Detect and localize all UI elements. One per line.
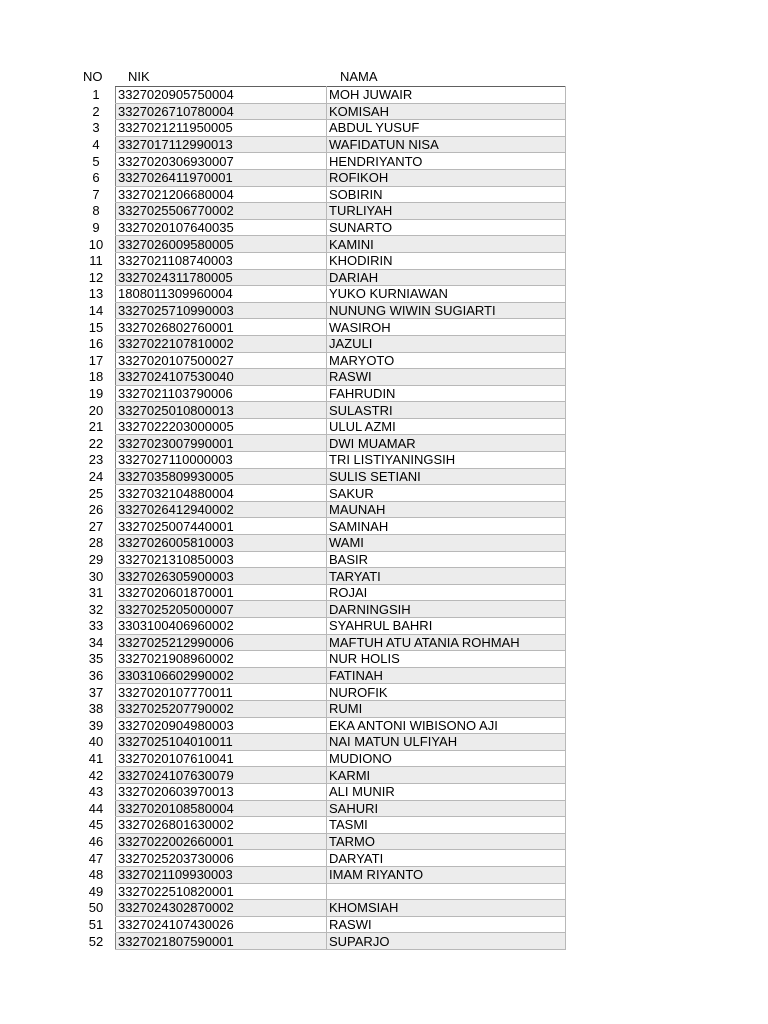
- row-nama: SULIS SETIANI: [327, 468, 566, 485]
- table-row: [83, 120, 566, 137]
- row-nik: 3327026411970001: [116, 169, 327, 186]
- row-no: 46: [88, 834, 104, 850]
- row-nama: WAFIDATUN NISA: [327, 136, 566, 153]
- table-row: [83, 153, 566, 170]
- row-nama: MUDIONO: [327, 750, 566, 767]
- row-no: 26: [88, 502, 104, 518]
- table-row: [83, 335, 566, 352]
- table-row: [83, 850, 566, 867]
- table-row: [83, 634, 566, 651]
- row-nama: KAMINI: [327, 236, 566, 253]
- row-nama: FAHRUDIN: [327, 385, 566, 402]
- row-nama: DWI MUAMAR: [327, 435, 566, 452]
- row-nik: 3327022203000005: [116, 418, 327, 435]
- row-nik: 3327025203730006: [116, 850, 327, 867]
- row-nik: 3327020904980003: [116, 717, 327, 734]
- table-row: [83, 717, 566, 734]
- table-row: [83, 618, 566, 635]
- row-no: 24: [88, 468, 104, 484]
- row-nik: 3327025710990003: [116, 302, 327, 319]
- table-row: [83, 783, 566, 800]
- table-row: [83, 518, 566, 535]
- row-nik: 3327021108740003: [116, 252, 327, 269]
- row-nama: [327, 883, 566, 900]
- table-row: [83, 136, 566, 153]
- row-nik: 3327025104010011: [116, 734, 327, 751]
- row-nama: KARMI: [327, 767, 566, 784]
- row-no: 6: [92, 170, 100, 186]
- row-nik: 3327027110000003: [116, 452, 327, 469]
- row-no: 37: [88, 684, 104, 700]
- row-nama: NAI MATUN ULFIYAH: [327, 734, 566, 751]
- table-row: [83, 468, 566, 485]
- row-nama: TARYATI: [327, 568, 566, 585]
- row-no: 40: [88, 734, 104, 750]
- row-nama: KOMISAH: [327, 103, 566, 120]
- row-nama: EKA ANTONI WIBISONO AJI: [327, 717, 566, 734]
- row-nik: 3327021206680004: [116, 186, 327, 203]
- row-nik: 3327020108580004: [116, 800, 327, 817]
- row-nik: 3327024107630079: [116, 767, 327, 784]
- row-no: 13: [88, 286, 104, 302]
- row-nik: 3327021310850003: [116, 551, 327, 568]
- row-nama: FATINAH: [327, 667, 566, 684]
- row-no: 42: [88, 767, 104, 783]
- table-row: [83, 435, 566, 452]
- row-nama: TASMI: [327, 817, 566, 834]
- row-no: 50: [88, 900, 104, 916]
- header-no: NO: [83, 69, 103, 84]
- row-no: 14: [88, 303, 104, 319]
- row-nama: TRI LISTIYANINGSIH: [327, 452, 566, 469]
- row-nama: SULASTRI: [327, 402, 566, 419]
- row-nik: 1808011309960004: [116, 286, 327, 303]
- row-no: 22: [88, 435, 104, 451]
- row-no: 28: [88, 535, 104, 551]
- row-nik: 3327026710780004: [116, 103, 327, 120]
- table-row: [83, 87, 566, 104]
- row-no: 47: [88, 850, 104, 866]
- row-nik: 3327020107610041: [116, 750, 327, 767]
- row-no: 34: [88, 634, 104, 650]
- row-nama: ROJAI: [327, 584, 566, 601]
- row-nama: TARMO: [327, 833, 566, 850]
- row-nama: ALI MUNIR: [327, 783, 566, 800]
- row-nik: 3327024107530040: [116, 369, 327, 386]
- table-row: [83, 684, 566, 701]
- table-row: [83, 601, 566, 618]
- row-nik: 3327020107500027: [116, 352, 327, 369]
- row-nama: NUROFIK: [327, 684, 566, 701]
- row-nama: DARYATI: [327, 850, 566, 867]
- row-nama: KHODIRIN: [327, 252, 566, 269]
- row-no: 17: [88, 352, 104, 368]
- table-row: [83, 402, 566, 419]
- row-no: 48: [88, 867, 104, 883]
- table-row: [83, 169, 566, 186]
- table-row: [83, 750, 566, 767]
- row-no: 19: [88, 385, 104, 401]
- row-nik: 3327024107430026: [116, 916, 327, 933]
- row-nik: 3327022510820001: [116, 883, 327, 900]
- row-nama: SUNARTO: [327, 219, 566, 236]
- row-no: 15: [88, 319, 104, 335]
- row-no: 12: [88, 269, 104, 285]
- row-no: 16: [88, 336, 104, 352]
- row-nama: SOBIRIN: [327, 186, 566, 203]
- table-row: [83, 319, 566, 336]
- row-nama: DARIAH: [327, 269, 566, 286]
- table-row: [83, 385, 566, 402]
- row-nama: YUKO KURNIAWAN: [327, 286, 566, 303]
- row-no: 44: [88, 800, 104, 816]
- row-nama: ABDUL YUSUF: [327, 120, 566, 137]
- table-row: [83, 418, 566, 435]
- row-no: 9: [92, 220, 100, 236]
- table-row: [83, 236, 566, 253]
- table-row: [83, 485, 566, 502]
- table-row: [83, 252, 566, 269]
- row-nik: 3327020601870001: [116, 584, 327, 601]
- header-nik: NIK: [128, 69, 150, 84]
- row-nama: ROFIKOH: [327, 169, 566, 186]
- row-no: 3: [92, 120, 100, 136]
- row-nik: 3327032104880004: [116, 485, 327, 502]
- row-no: 23: [88, 452, 104, 468]
- table-row: [83, 103, 566, 120]
- row-no: 52: [88, 933, 104, 949]
- row-no: 1: [92, 87, 100, 103]
- row-nama: MOH JUWAIR: [327, 87, 566, 104]
- row-no: 35: [88, 651, 104, 667]
- row-nik: 3303100406960002: [116, 618, 327, 635]
- table-row: [83, 817, 566, 834]
- row-nik: 3327026802760001: [116, 319, 327, 336]
- row-no: 38: [88, 701, 104, 717]
- row-nama: DARNINGSIH: [327, 601, 566, 618]
- row-nik: 3327021807590001: [116, 933, 327, 950]
- row-no: 45: [88, 817, 104, 833]
- row-nama: SYAHRUL BAHRI: [327, 618, 566, 635]
- table-row: [83, 203, 566, 220]
- row-no: 29: [88, 551, 104, 567]
- row-nama: ULUL AZMI: [327, 418, 566, 435]
- row-no: 41: [88, 751, 104, 767]
- row-nik: 3327020107770011: [116, 684, 327, 701]
- row-nama: NUNUNG WIWIN SUGIARTI: [327, 302, 566, 319]
- row-nik: 3327035809930005: [116, 468, 327, 485]
- row-nama: TURLIYAH: [327, 203, 566, 220]
- row-nik: 3327021211950005: [116, 120, 327, 137]
- table-row: [83, 734, 566, 751]
- row-nama: RUMI: [327, 700, 566, 717]
- row-no: 4: [92, 137, 100, 153]
- row-nik: 3327020905750004: [116, 87, 327, 104]
- row-no: 51: [88, 916, 104, 932]
- table-row: [83, 767, 566, 784]
- row-nik: 3327020107640035: [116, 219, 327, 236]
- row-nama: SAMINAH: [327, 518, 566, 535]
- table-row: [83, 286, 566, 303]
- row-nama: IMAM RIYANTO: [327, 866, 566, 883]
- row-no: 27: [88, 518, 104, 534]
- row-nama: WASIROH: [327, 319, 566, 336]
- table-row: [83, 883, 566, 900]
- row-nik: 3327025207790002: [116, 700, 327, 717]
- row-nama: MAUNAH: [327, 501, 566, 518]
- row-nik: 3327021109930003: [116, 866, 327, 883]
- row-no: 21: [88, 419, 104, 435]
- row-nama: WAMI: [327, 535, 566, 552]
- table-row: [83, 584, 566, 601]
- row-nama: MARYOTO: [327, 352, 566, 369]
- row-nik: 3327026412940002: [116, 501, 327, 518]
- row-no: 11: [89, 253, 103, 269]
- row-no: 18: [88, 369, 104, 385]
- table-row: [83, 219, 566, 236]
- table-row: [83, 352, 566, 369]
- row-nik: 3327025007440001: [116, 518, 327, 535]
- table-row: [83, 651, 566, 668]
- row-no: 33: [88, 618, 104, 634]
- row-nama: HENDRIYANTO: [327, 153, 566, 170]
- table-row: [83, 933, 566, 950]
- row-no: 31: [88, 585, 104, 601]
- header-nama: NAMA: [340, 69, 378, 84]
- row-nik: 3327021103790006: [116, 385, 327, 402]
- table-row: [83, 369, 566, 386]
- row-nama: RASWI: [327, 369, 566, 386]
- table-row: [83, 551, 566, 568]
- table-row: [83, 186, 566, 203]
- row-no: 36: [88, 668, 104, 684]
- table-row: [83, 535, 566, 552]
- row-nik: 3327024311780005: [116, 269, 327, 286]
- row-nik: 3327026305900003: [116, 568, 327, 585]
- table-row: [83, 866, 566, 883]
- row-nik: 3327020603970013: [116, 783, 327, 800]
- row-nik: 3327026801630002: [116, 817, 327, 834]
- row-no: 25: [88, 485, 104, 501]
- table-header: [83, 68, 566, 86]
- table-row: [83, 269, 566, 286]
- row-nama: BASIR: [327, 551, 566, 568]
- row-nama: SAKUR: [327, 485, 566, 502]
- row-no: 39: [88, 717, 104, 733]
- table-row: [83, 800, 566, 817]
- row-nik: 3327025010800013: [116, 402, 327, 419]
- row-nama: RASWI: [327, 916, 566, 933]
- row-no: 20: [88, 402, 104, 418]
- row-nik: 3327025212990006: [116, 634, 327, 651]
- row-nama: NUR HOLIS: [327, 651, 566, 668]
- row-no: 49: [88, 883, 104, 899]
- table-row: [83, 700, 566, 717]
- data-sheet: [83, 68, 566, 950]
- table-row: [83, 452, 566, 469]
- row-nama: SAHURI: [327, 800, 566, 817]
- table-row: [83, 667, 566, 684]
- row-nik: 3327022002660001: [116, 833, 327, 850]
- row-no: 8: [92, 203, 100, 219]
- row-nama: MAFTUH ATU ATANIA ROHMAH: [327, 634, 566, 651]
- row-nik: 3327026009580005: [116, 236, 327, 253]
- row-nik: 3327025205000007: [116, 601, 327, 618]
- row-no: 5: [92, 153, 100, 169]
- row-no: 43: [88, 784, 104, 800]
- data-table: [83, 86, 566, 950]
- table-row: [83, 302, 566, 319]
- row-no: 30: [88, 568, 104, 584]
- row-nik: 3327026005810003: [116, 535, 327, 552]
- row-nik: 3327017112990013: [116, 136, 327, 153]
- row-nama: KHOMSIAH: [327, 900, 566, 917]
- row-nik: 3327025506770002: [116, 203, 327, 220]
- table-body: [83, 87, 566, 950]
- row-no: 2: [92, 103, 100, 119]
- row-no: 10: [88, 236, 104, 252]
- table-row: [83, 916, 566, 933]
- row-nik: 3327020306930007: [116, 153, 327, 170]
- row-no: 7: [92, 186, 100, 202]
- table-row: [83, 501, 566, 518]
- row-nama: JAZULI: [327, 335, 566, 352]
- row-nik: 3327022107810002: [116, 335, 327, 352]
- table-row: [83, 833, 566, 850]
- row-nik: 3327024302870002: [116, 900, 327, 917]
- row-no: 32: [88, 601, 104, 617]
- table-row: [83, 568, 566, 585]
- row-nama: SUPARJO: [327, 933, 566, 950]
- row-nik: 3327023007990001: [116, 435, 327, 452]
- table-row: [83, 900, 566, 917]
- row-nik: 3303106602990002: [116, 667, 327, 684]
- row-nik: 3327021908960002: [116, 651, 327, 668]
